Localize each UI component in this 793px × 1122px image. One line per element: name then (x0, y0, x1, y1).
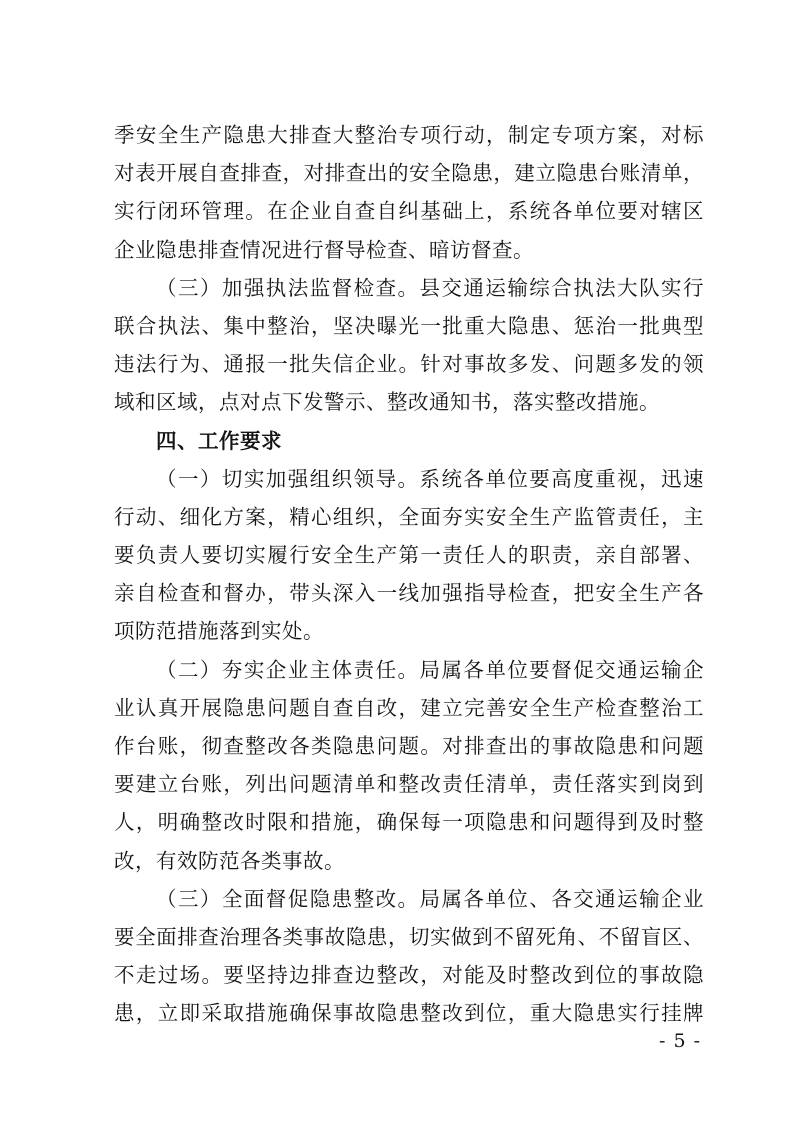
text-line: 人，明确整改时限和措施，确保每一项隐患和问题得到及时整 (114, 810, 704, 835)
paragraph-start-line: （三）全面督促隐患整改。局属各单位、各交通运输企业 (156, 886, 704, 911)
text-line: 不走过场。要坚持边排查边整改，对能及时整改到位的事故隐 (114, 963, 704, 988)
text-line: 对表开展自查排查，对排查出的安全隐患，建立隐患台账清单， (114, 161, 704, 186)
text-line: 域和区域，点对点下发警示、整改通知书，落实整改措施。 (114, 390, 660, 415)
text-line: 改，有效防范各类事故。 (114, 848, 345, 873)
text-line: 联合执法、集中整治，坚决曝光一批重大隐患、惩治一批典型 (114, 313, 704, 338)
text-line: 季安全生产隐患大排查大整治专项行动，制定专项方案，对标 (114, 123, 704, 147)
text-line: 违法行为、通报一批失信企业。针对事故多发、问题多发的领 (114, 352, 704, 377)
text-line: 要负责人要切实履行安全生产第一责任人的职责，亲自部署、 (114, 543, 704, 568)
page-number: - 5 - (658, 1030, 701, 1052)
body-text (114, 116, 704, 1033)
text-line: 实行闭环管理。在企业自查自纠基础上，系统各单位要对辖区 (114, 199, 704, 224)
text-line: 要建立台账，列出问题清单和整改责任清单，责任落实到岗到 (114, 772, 704, 797)
text-line: 项防范措施落到实处。 (114, 619, 324, 644)
text-line: 要全面排查治理各类事故隐患，切实做到不留死角、不留盲区、 (114, 924, 704, 949)
text-line: 业认真开展隐患问题自查自改，建立完善安全生产检查整治工 (114, 695, 704, 720)
paragraph-start-line: （二）夯实企业主体责任。局属各单位要督促交通运输企 (156, 657, 704, 682)
text-line: 行动、细化方案，精心组织，全面夯实安全生产监管责任，主 (114, 504, 704, 529)
paragraph-start-line: （一）切实加强组织领导。系统各单位要高度重视，迅速 (156, 466, 704, 491)
text-line: 作台账，彻查整改各类隐患问题。对排查出的事故隐患和问题 (114, 734, 704, 758)
text-line: 患，立即采取措施确保事故隐患整改到位，重大隐患实行挂牌 (114, 1001, 704, 1026)
text-line: 企业隐患排查情况进行督导检查、暗访督查。 (114, 237, 534, 262)
text-line: 亲自检查和督办，带头深入一线加强指导检查，把安全生产各 (114, 581, 704, 606)
paragraph-start-line: （三）加强执法监督检查。县交通运输综合执法大队实行 (156, 275, 704, 300)
section-heading: 四、工作要求 (156, 428, 282, 453)
